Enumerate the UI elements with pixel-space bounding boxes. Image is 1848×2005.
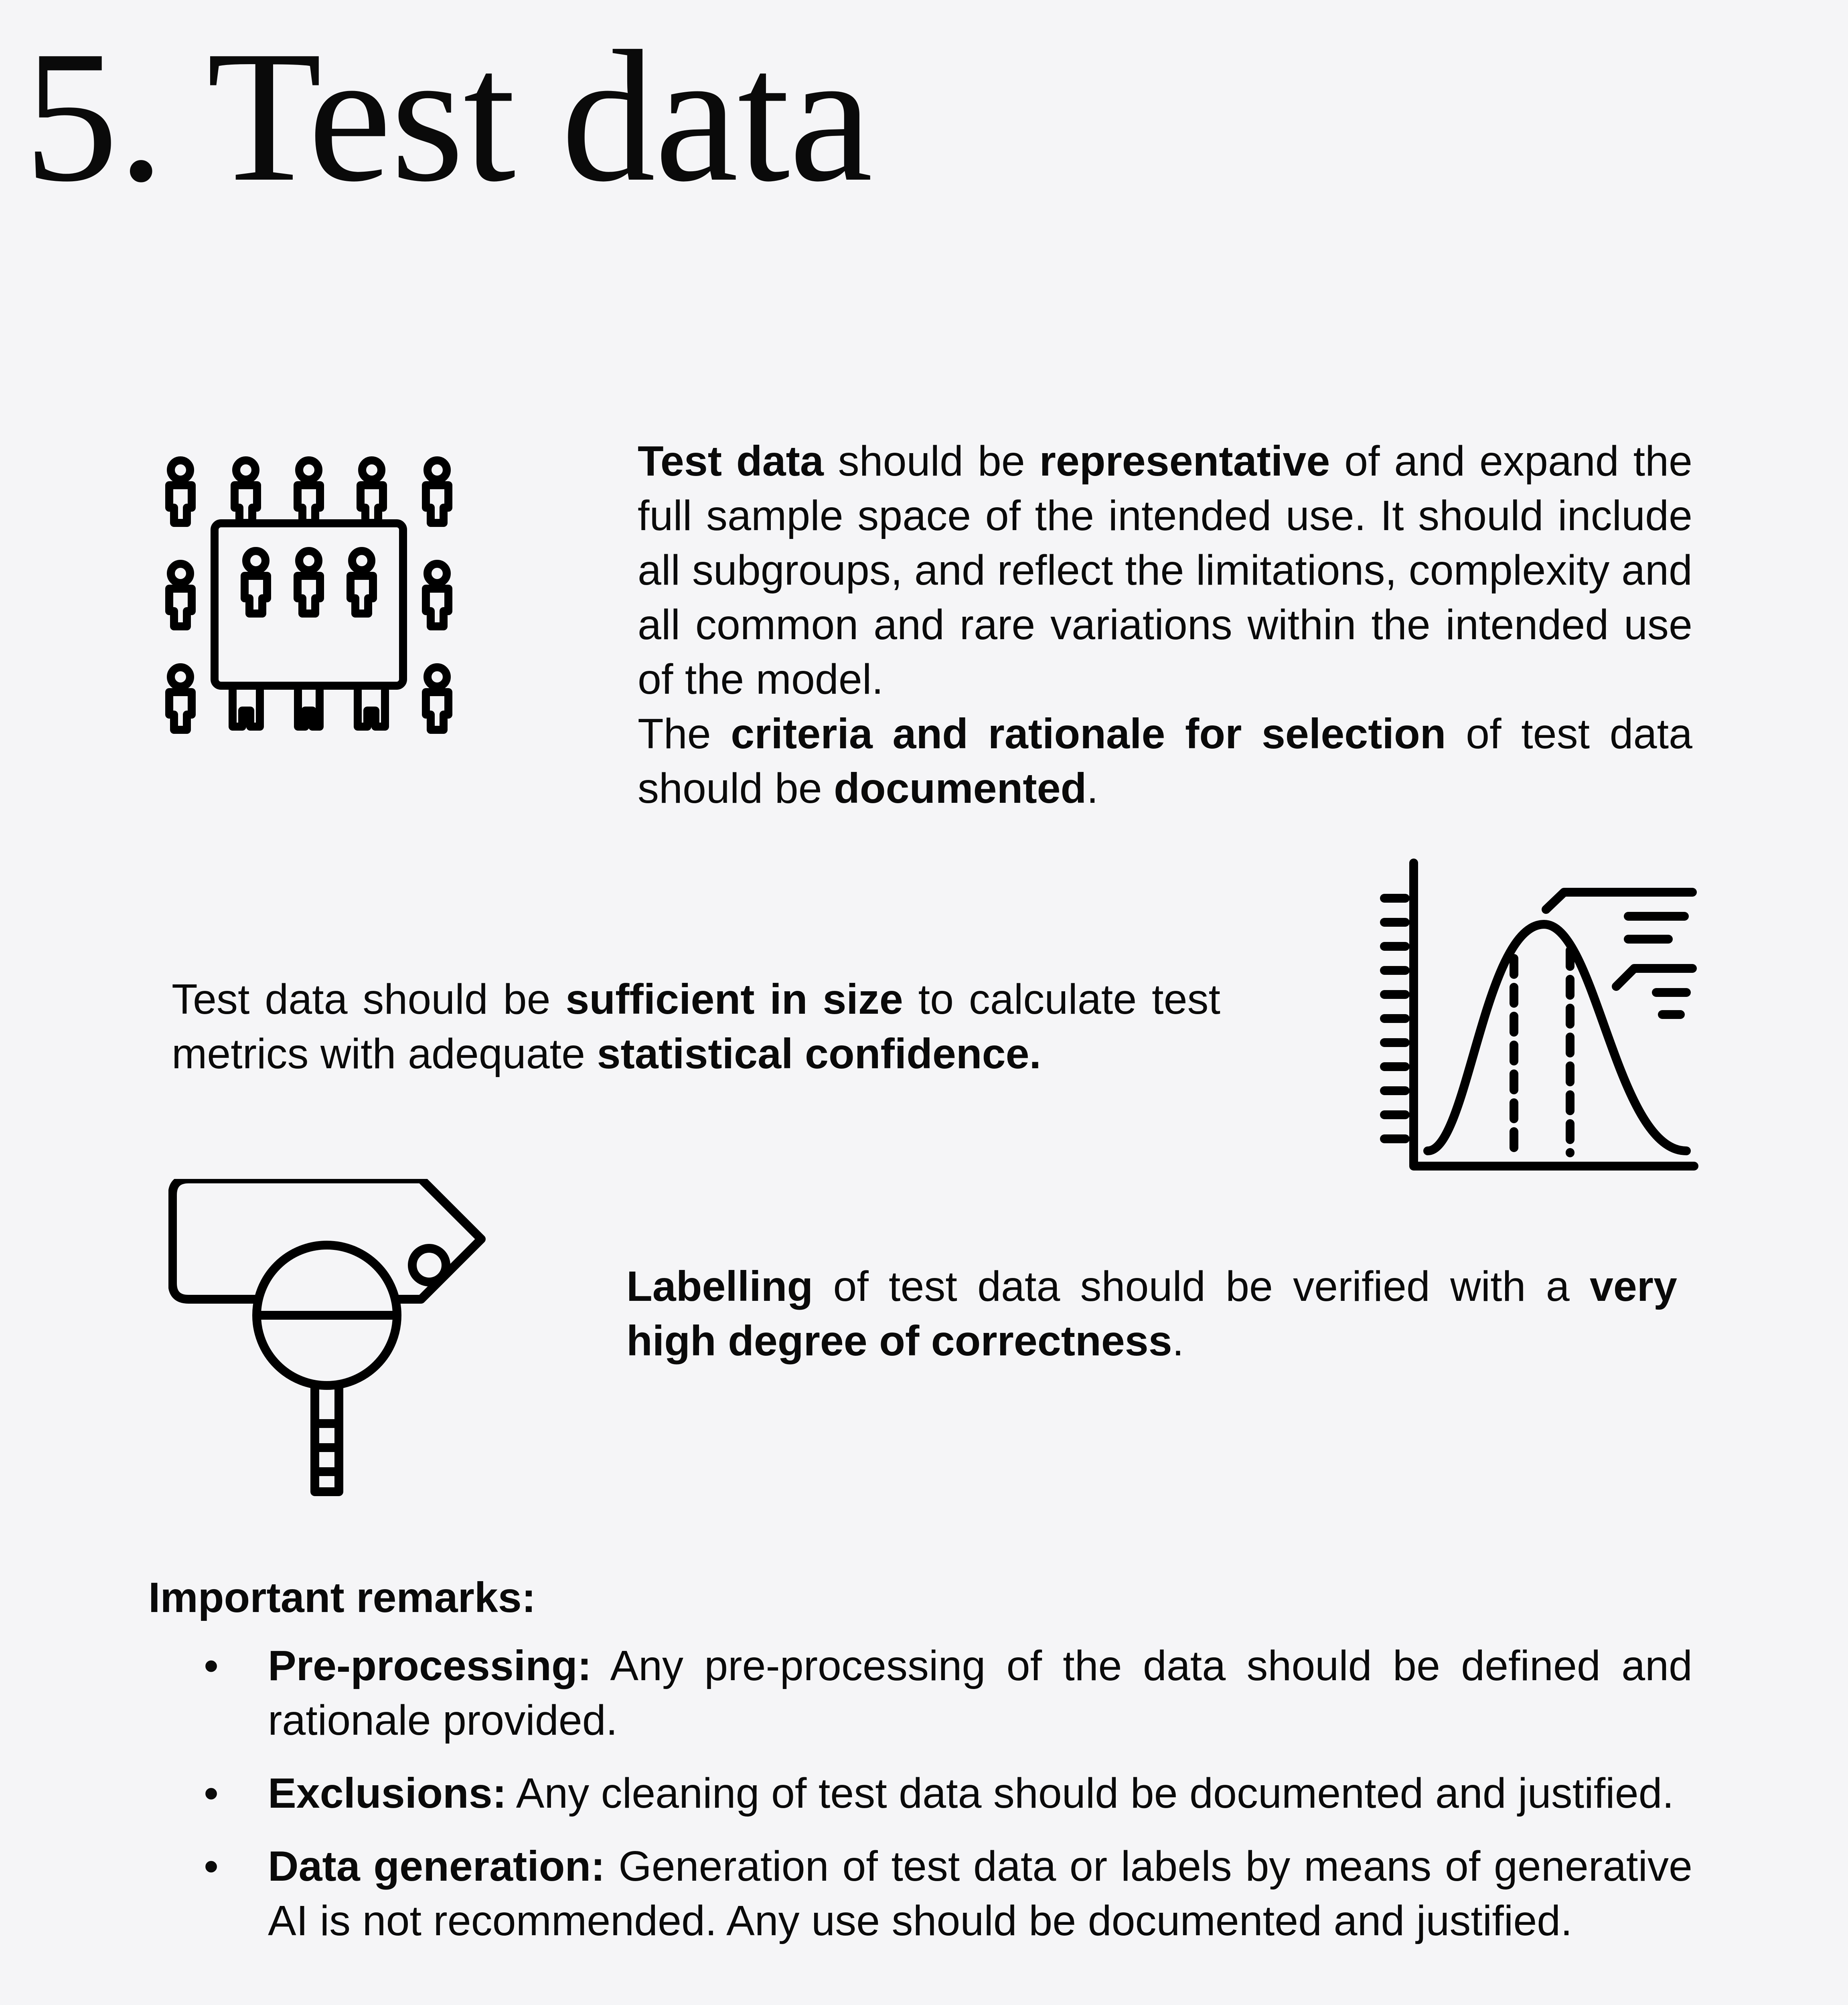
text-bold: sufficient in size <box>565 976 903 1023</box>
representative-paragraph <box>638 434 1692 816</box>
people-group-icon <box>156 453 461 758</box>
text: to calculate test metrics with adequate <box>172 976 1220 1077</box>
text: Test data should be <box>172 976 566 1023</box>
text: . <box>1086 765 1098 812</box>
remark-item-exclusions <box>268 1766 1692 1821</box>
text: The <box>638 710 731 757</box>
tag-search-icon <box>168 1179 489 1500</box>
text-bold: statistical confidence. <box>597 1030 1041 1077</box>
remark-text: Any cleaning of test data should be documented and justified. <box>506 1770 1674 1817</box>
page-title: 5. Test data <box>24 12 872 221</box>
text: should be <box>823 437 1040 485</box>
text-bold: Test data <box>638 437 824 485</box>
text: of and expand the full sample space of the intended use. It should include all subgroups, and reflect the limitations, complexity and all common and rare variations within the intended use of the model. <box>638 437 1692 703</box>
text: of test data should be verified with a <box>813 1263 1590 1310</box>
text-bold: very high degree of correctness <box>626 1263 1677 1365</box>
remark-text: Any pre-processing of the data should be defined and rationale provided. <box>268 1642 1692 1744</box>
remark-label: Data generation: <box>268 1843 605 1890</box>
text-bold: Labelling <box>626 1263 813 1310</box>
text: of test data should be <box>638 710 1692 812</box>
text: . <box>1172 1317 1184 1365</box>
sufficient-size-paragraph <box>172 972 1220 1081</box>
remark-label: Exclusions: <box>268 1770 507 1817</box>
text-bold: criteria and rationale for selection <box>731 710 1446 757</box>
text-bold: documented <box>834 765 1087 812</box>
text-bold: representative <box>1039 437 1330 485</box>
remark-text: Generation of test data or labels by means of generative AI is not recommended. Any use should be documented and justified. <box>268 1843 1692 1944</box>
remark-item-data-generation <box>268 1839 1692 1948</box>
labelling-paragraph <box>626 1259 1677 1368</box>
remark-item-pre-processing <box>268 1638 1692 1748</box>
remarks-list <box>268 1638 1692 1967</box>
distribution-chart-icon <box>1376 854 1704 1175</box>
remarks-heading: Important remarks: <box>148 1574 536 1621</box>
remark-label: Pre-processing: <box>268 1642 592 1689</box>
